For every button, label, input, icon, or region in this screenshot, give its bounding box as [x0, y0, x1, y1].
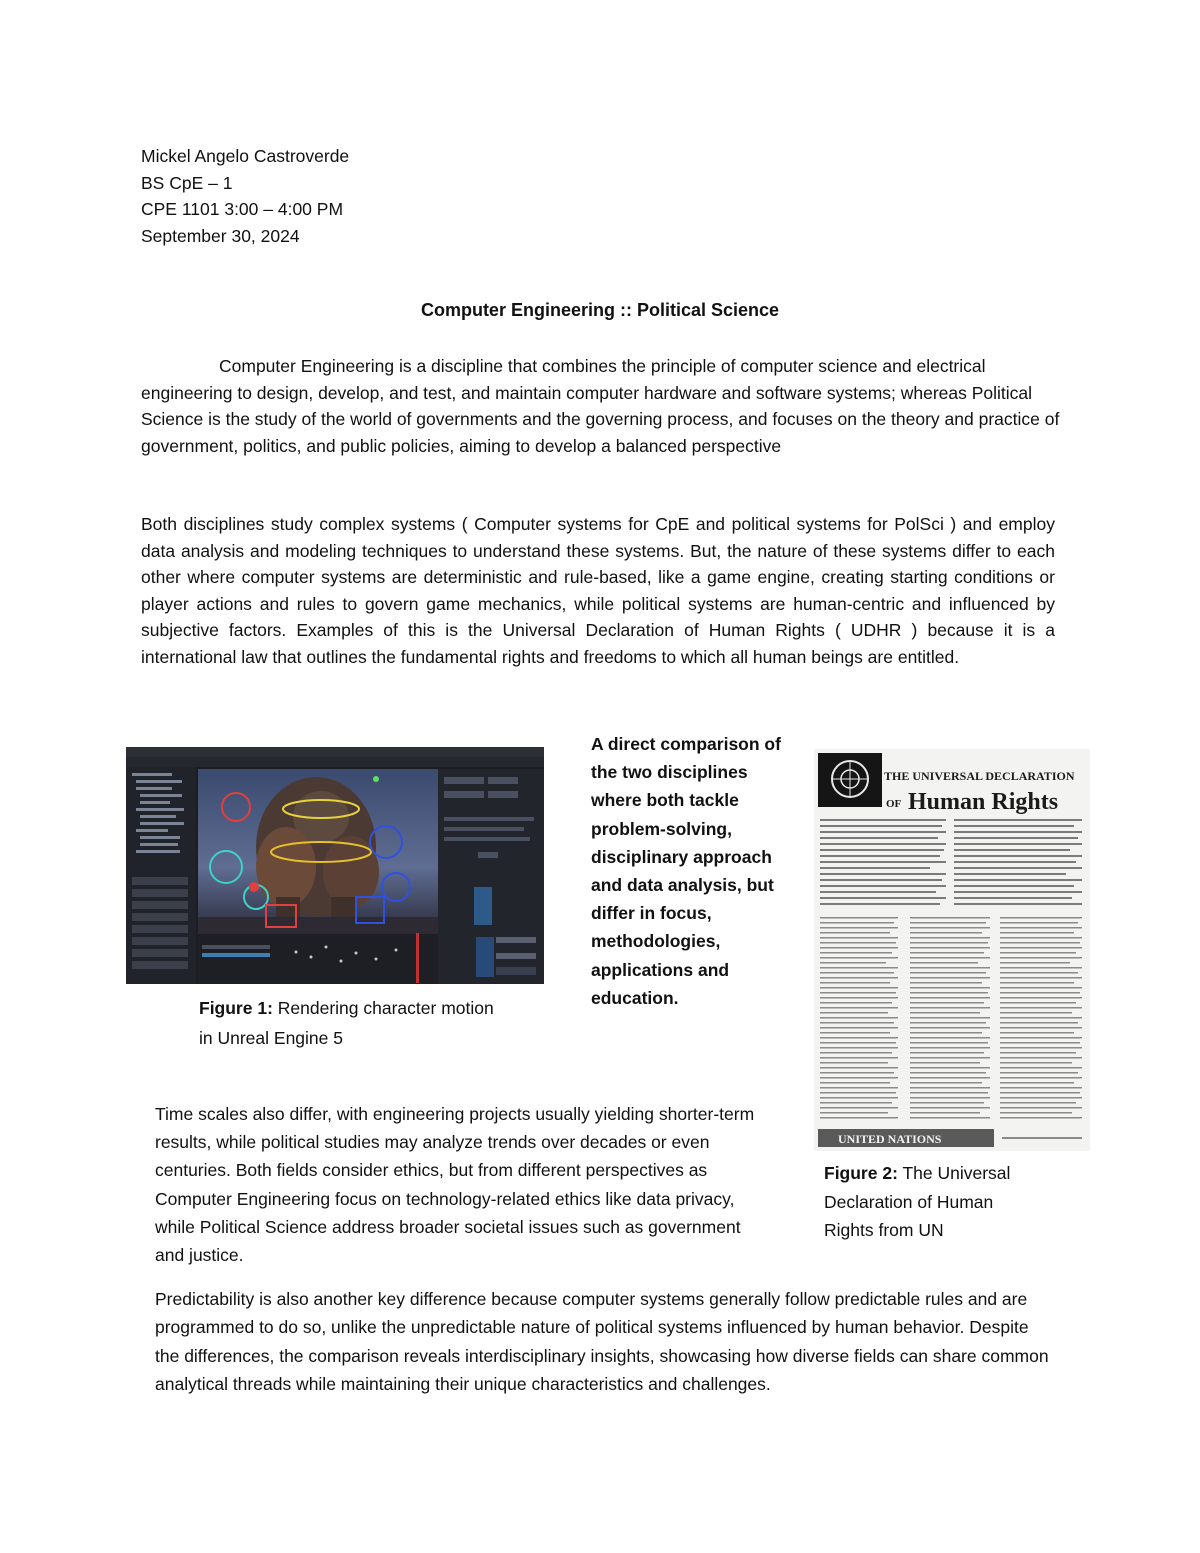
- paragraph-1: [141, 353, 1061, 459]
- poster-text-column-left: [820, 819, 946, 905]
- figure-1-caption-text: Rendering character motion in Unreal Engine 5: [199, 998, 494, 1048]
- figure-1-caption: [199, 993, 499, 1053]
- date: September 30, 2024: [141, 225, 300, 246]
- author-name: Mickel Angelo Castroverde: [141, 146, 350, 166]
- figure-2-caption-text: The Universal Declaration of Human Rights from UN: [824, 1163, 1011, 1240]
- poster-footer: UNITED NATIONS: [838, 1132, 942, 1146]
- poster-articles: [820, 917, 1082, 1119]
- comparison-callout: A direct comparison of the two disciplines where both tackle problem-solving, disciplinary approach and data analysis, but differ in focus, methodologies, applications and education.: [591, 734, 781, 1008]
- figure-1-label: Figure 1:: [199, 998, 273, 1018]
- paragraph-2: Both disciplines study complex systems ( Computer systems for CpE and political systems for PolSci ) and employ data analysis and modeling techniques to understand these systems. But, the nature of these systems differ to each other where computer systems are deterministic and rule-based, like a game engine, creating starting conditions or player actions and rules to govern game mechanics, while political systems are human-centric and influenced by subjective factors. Examples of this is the Universal Declaration of Human Rights ( UDHR ) because it is a international law that outlines the fundamental rights and freedoms to which all human beings are entitled.: [141, 514, 1055, 667]
- header-block: [141, 143, 349, 249]
- unreal-engine-screenshot: [126, 747, 544, 984]
- figure-2-label: Figure 2:: [824, 1163, 898, 1183]
- poster-title-of: OF: [886, 798, 902, 810]
- figure-2-caption: [824, 1159, 1044, 1245]
- poster-title-line1: THE UNIVERSAL DECLARATION: [884, 769, 1075, 783]
- paragraph-3: Time scales also differ, with engineering projects usually yielding shorter-term results, while political studies may analyze trends over decades or even centuries. Both fields consider ethics, but from different perspectives as Computer Engineering focus on technology-related ethics like data privacy, while Political Science address broader societal issues such as government and justice.: [155, 1104, 755, 1266]
- program: BS CpE – 1: [141, 172, 233, 193]
- figure-1-image: [126, 747, 544, 984]
- paragraph-1-text: Computer Engineering is a discipline that combines the principle of computer science and electrical engineering to design, develop, and test, and maintain computer hardware and software systems; whereas Political Science is the study of the world of governments and the governing process, and focuses on the theory and practice of government, politics, and public policies, aiming to develop a balanced perspective: [141, 356, 1060, 456]
- document-title: Computer Engineering :: Political Science: [420, 300, 780, 320]
- poster-text-column-right: [954, 819, 1082, 905]
- udhr-poster: [814, 749, 1090, 1151]
- course-schedule: CPE 1101 3:00 – 4:00 PM: [141, 199, 344, 219]
- poster-title-line2: Human Rights: [908, 789, 1059, 815]
- figure-2-image: [814, 749, 1090, 1151]
- paragraph-4: Predictability is also another key difference because computer systems generally follow predictable rules and are programmed to do so, unlike the unpredictable nature of political systems influenced by human behavior. Despite the differences, the comparison reveals interdisciplinary insights, showcasing how diverse fields can share common analytical threads while maintaining their unique characteristics and challenges.: [155, 1289, 1049, 1394]
